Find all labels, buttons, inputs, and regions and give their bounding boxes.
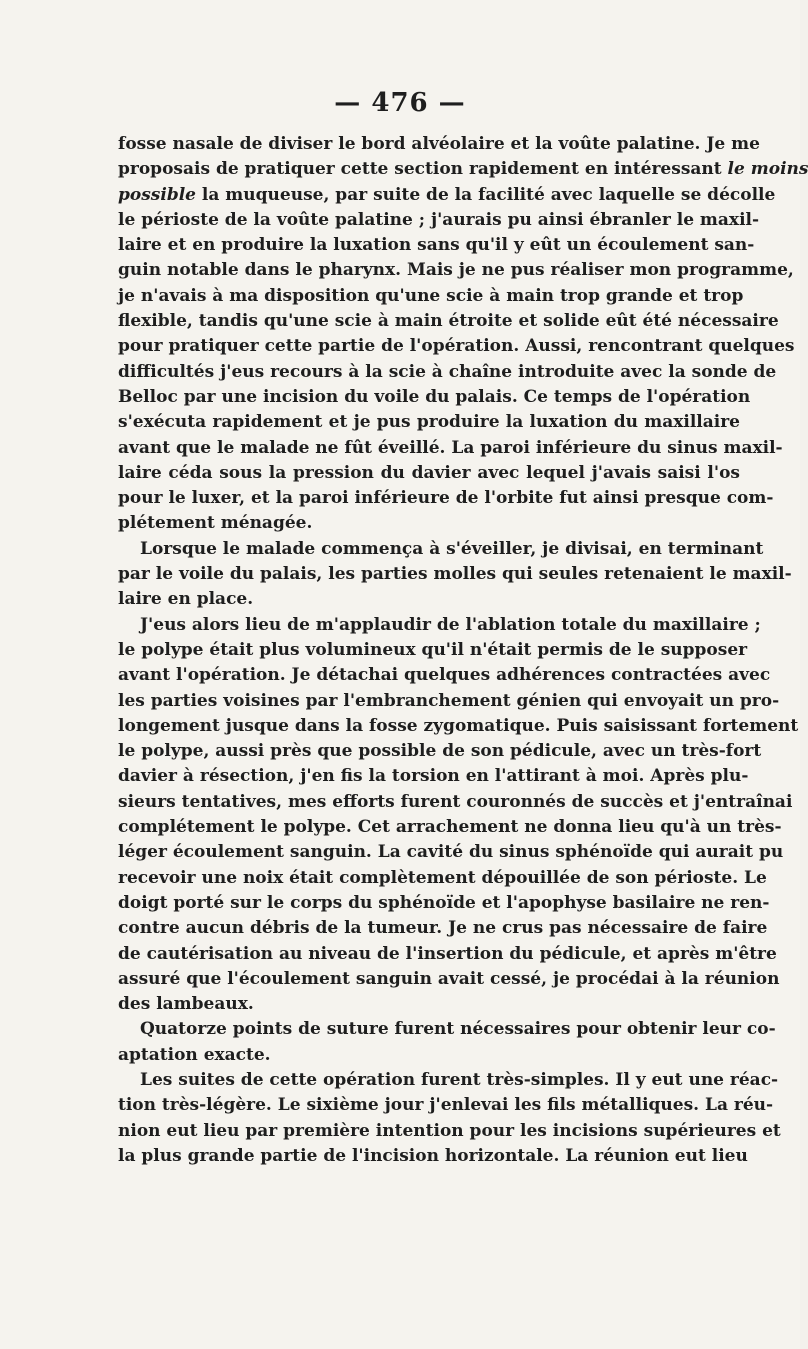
- text-line: de cautérisation au niveau de l'insertion du pédicule, et après m'être: [118, 943, 777, 964]
- text-line: je n'avais à ma disposition qu'une scie à main trop grande et trop: [118, 285, 744, 306]
- text-line: fosse nasale de diviser le bord alvéolaire et la voûte palatine. Je me: [118, 134, 760, 154]
- text-span: proposais de pratiquer cette section rapidement en intéressant: [118, 159, 728, 180]
- text-line: Quatorze points de suture furent nécessaires pour obtenir leur co-: [140, 1019, 776, 1040]
- text-line: Belloc par une incision du voile du palais. Ce temps de l'opération: [118, 386, 751, 407]
- text-line: guin notable dans le pharynx. Mais je ne pus réaliser mon programme,: [118, 260, 794, 281]
- text-line: doigt porté sur le corps du sphénoïde et l'apophyse basilaire ne ren-: [118, 892, 770, 913]
- text-line: tion très-légère. Le sixième jour j'enlevai les fils métalliques. La réu-: [118, 1095, 774, 1116]
- italic-text: le moins: [727, 159, 808, 180]
- text-line: nion eut lieu par première intention pour les incisions supérieures et: [118, 1120, 781, 1141]
- text-line: Les suites de cette opération furent très-simples. Il y eut une réac-: [140, 1069, 779, 1090]
- text-span: la muqueuse, par suite de la facilité avec laquelle se décolle: [196, 184, 776, 205]
- text-line: plétement ménagée.: [118, 513, 313, 534]
- text-line: des lambeaux.: [118, 994, 254, 1015]
- text-line: complétement le polype. Cet arrachement ne donna lieu qu'à un très-: [118, 817, 782, 838]
- text-line: assuré que l'écoulement sanguin avait cessé, je procédai à la réunion: [118, 968, 780, 989]
- text-line: pour le luxer, et la paroi inférieure de l'orbite fut ainsi presque com-: [118, 488, 774, 509]
- text-line: Lorsque le malade commença à s'éveiller, je divisai, en terminant: [140, 538, 764, 559]
- text-line: avant que le malade ne fût éveillé. La paroi inférieure du sinus maxil-: [118, 437, 783, 458]
- text-line: la plus grande partie de l'incision horizontale. La réunion eut lieu: [118, 1145, 748, 1166]
- text-line: le polype, aussi près que possible de son pédicule, avec un très-fort: [118, 741, 762, 762]
- text-line: davier à résection, j'en fis la torsion en l'attirant à moi. Après plu-: [118, 766, 749, 787]
- text-line: longement jusque dans la fosse zygomatique. Puis saisissant fortement: [118, 715, 799, 736]
- text-line: contre aucun débris de la tumeur. Je ne crus pas nécessaire de faire: [118, 918, 768, 939]
- text-line: s'exécuta rapidement et je pus produire la luxation du maxillaire: [118, 412, 740, 433]
- page-number: — 476 —: [334, 88, 466, 118]
- text-line: avant l'opération. Je détachai quelques adhérences contractées avec: [118, 665, 771, 686]
- text-line: laire et en produire la luxation sans qu'il y eût un écoulement san-: [118, 235, 755, 256]
- text-line: flexible, tandis qu'une scie à main étroite et solide eût été nécessaire: [118, 311, 779, 332]
- text-line: laire céda sous la pression du davier avec lequel j'avais saisi l'os: [118, 462, 740, 483]
- text-line: [118, 157, 808, 182]
- text-line: le polype était plus volumineux qu'il n'était permis de le supposer: [118, 639, 748, 660]
- text-line: aptation exacte.: [118, 1044, 271, 1065]
- text-line: léger écoulement sanguin. La cavité du sinus sphénoïde qui aurait pu: [118, 842, 784, 863]
- text-line: laire en place.: [118, 589, 254, 610]
- text-line: difficultés j'eus recours à la scie à chaîne introduite avec la sonde de: [118, 361, 777, 382]
- text-line: sieurs tentatives, mes efforts furent couronnés de succès et j'entraînai: [118, 791, 793, 812]
- text-line: par le voile du palais, les parties molles qui seules retenaient le maxil-: [118, 564, 792, 585]
- text-line: J'eus alors lieu de m'applaudir de l'ablation totale du maxillaire ;: [140, 614, 761, 635]
- text-line: pour pratiquer cette partie de l'opération. Aussi, rencontrant quelques: [118, 336, 795, 357]
- text-line: recevoir une noix était complètement dépouillée de son périoste. Le: [118, 867, 767, 888]
- body-text: [118, 132, 808, 1169]
- italic-text: possible: [118, 184, 196, 205]
- text-line: [118, 183, 776, 208]
- text-line: le périoste de la voûte palatine ; j'aurais pu ainsi ébranler le maxil-: [118, 209, 760, 230]
- text-line: les parties voisines par l'embranchement génien qui envoyait un pro-: [118, 690, 780, 711]
